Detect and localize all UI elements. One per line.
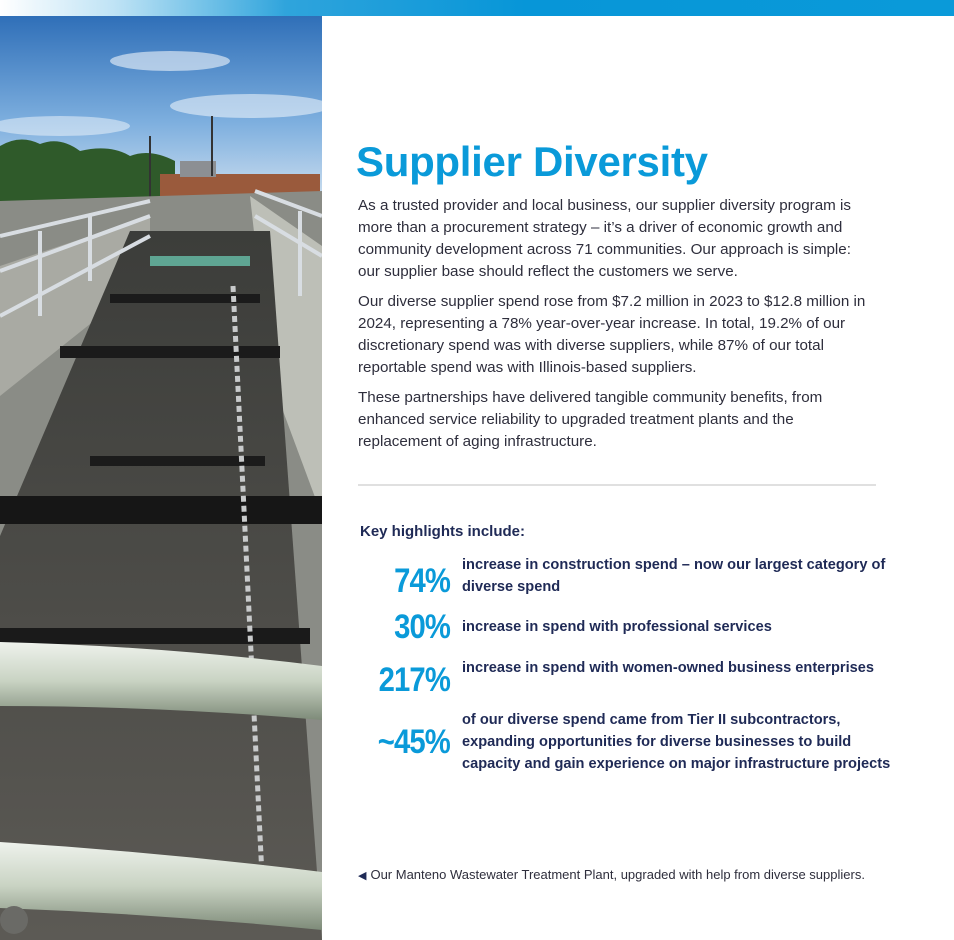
top-gradient-bar — [0, 0, 954, 16]
highlight-value: ~45% — [377, 723, 450, 761]
photo-caption — [358, 867, 865, 882]
highlight-item — [358, 657, 898, 717]
highlight-value: 74% — [394, 562, 450, 600]
left-arrow-icon: ◀ — [358, 870, 367, 882]
highlight-text: increase in spend with women-owned business enterprises — [462, 660, 874, 676]
page-title: Supplier Diversity — [356, 138, 708, 185]
wastewater-plant-photo — [0, 16, 322, 940]
section-divider — [358, 484, 876, 486]
highlight-item — [358, 709, 898, 779]
highlight-text: increase in spend with professional services — [462, 619, 772, 635]
highlight-value: 217% — [378, 661, 450, 699]
spend-paragraph: Our diverse supplier spend rose from $7.2 million in 2023 to $12.8 million in 2024, representing a 78% year-over-year increase. In total, 19.2% of our discretionary spend was with diverse suppliers, while 87% of our total reportable spend was with Illinois-based suppliers. — [358, 293, 866, 376]
benefits-paragraph: These partnerships have delivered tangible community benefits, from enhanced service reliability to upgraded treatment plants and the replacement of aging infrastructure. — [358, 389, 823, 450]
highlight-text: increase in construction spend – now our largest category of diverse spend — [462, 557, 886, 595]
highlight-value: 30% — [394, 608, 450, 646]
highlights-title: Key highlights include: — [360, 523, 526, 540]
caption-text: Our Manteno Wastewater Treatment Plant, upgraded with help from diverse suppliers. — [370, 867, 865, 882]
intro-paragraph: As a trusted provider and local business, our supplier diversity program is more than a procurement strategy – it’s a driver of economic growth and community development across 71 communities. Our approach is simple: our supplier base should reflect the customers we serve. — [358, 197, 851, 280]
highlight-item — [358, 554, 898, 614]
highlight-text: of our diverse spend came from Tier II subcontractors, expanding opportunities for diverse businesses to build capacity and gain experience on major infrastructure projects — [462, 712, 891, 772]
